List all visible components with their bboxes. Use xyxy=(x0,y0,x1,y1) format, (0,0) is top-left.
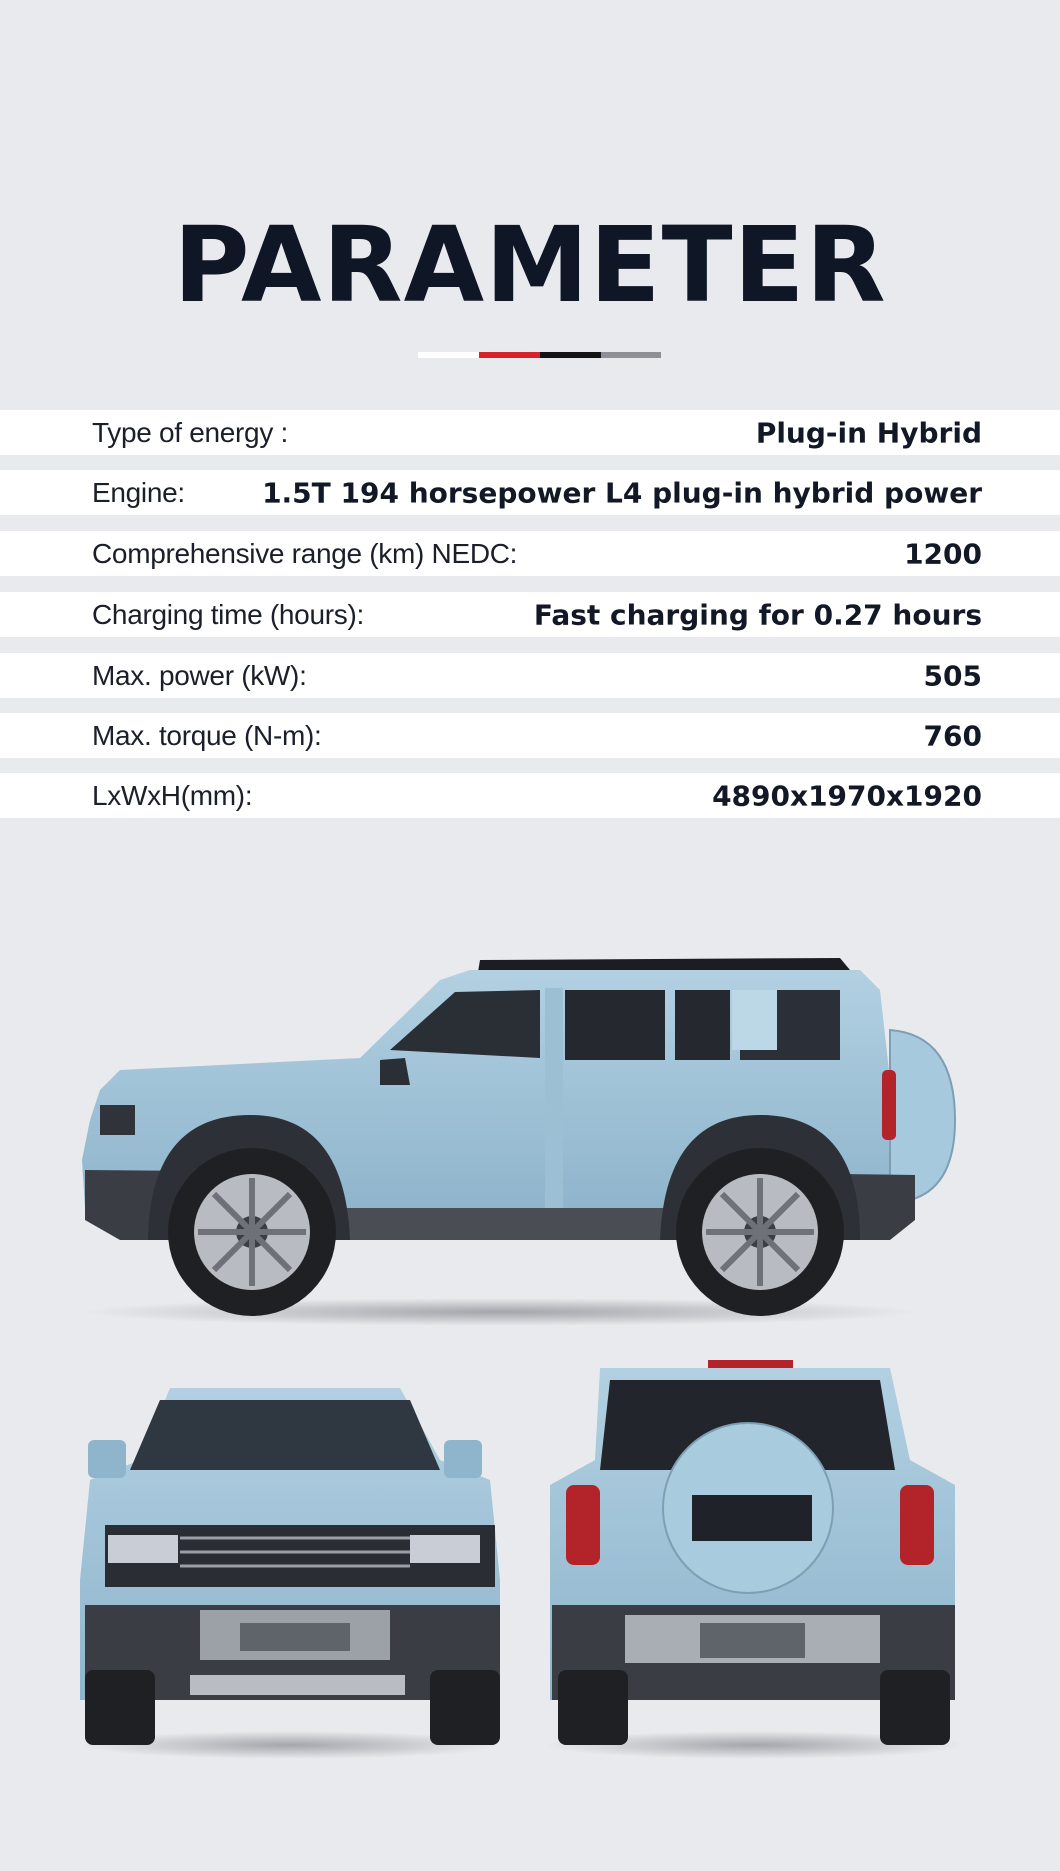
spec-row-dimensions xyxy=(0,773,1060,818)
divider-segment-red xyxy=(479,352,540,358)
divider-segment-gray xyxy=(601,352,661,358)
divider-segment-white xyxy=(418,352,479,358)
spec-row-torque xyxy=(0,713,1060,758)
spec-row-power xyxy=(0,653,1060,698)
car-images xyxy=(0,940,1060,1800)
spec-label: Comprehensive range (km) NEDC: xyxy=(92,537,518,569)
spec-label: Type of energy : xyxy=(92,416,288,448)
spec-value: 505 xyxy=(923,659,982,692)
title-divider xyxy=(418,352,661,358)
spec-label: Max. torque (N-m): xyxy=(92,719,322,751)
spec-row-engine xyxy=(0,470,1060,515)
divider-segment-black xyxy=(540,352,601,358)
spec-label: LxWxH(mm): xyxy=(92,779,253,811)
car-side-view xyxy=(80,958,955,1326)
spec-value: Plug-in Hybrid xyxy=(755,416,982,449)
car-front-view xyxy=(80,1388,500,1759)
spec-value: 4890x1970x1920 xyxy=(712,779,982,812)
spec-value: 1200 xyxy=(904,537,982,570)
spec-row-energy xyxy=(0,410,1060,455)
spec-label: Charging time (hours): xyxy=(92,598,364,630)
spec-row-range xyxy=(0,531,1060,576)
spec-value: Fast charging for 0.27 hours xyxy=(533,598,982,631)
spec-label: Max. power (kW): xyxy=(92,659,307,691)
spec-value: 760 xyxy=(923,719,982,752)
spec-row-charging xyxy=(0,592,1060,637)
spec-value: 1.5T 194 horsepower L4 plug-in hybrid power xyxy=(262,476,982,509)
car-rear-view xyxy=(545,1360,965,1759)
spec-label: Engine: xyxy=(92,476,185,508)
page-title: PARAMETER xyxy=(173,204,887,326)
